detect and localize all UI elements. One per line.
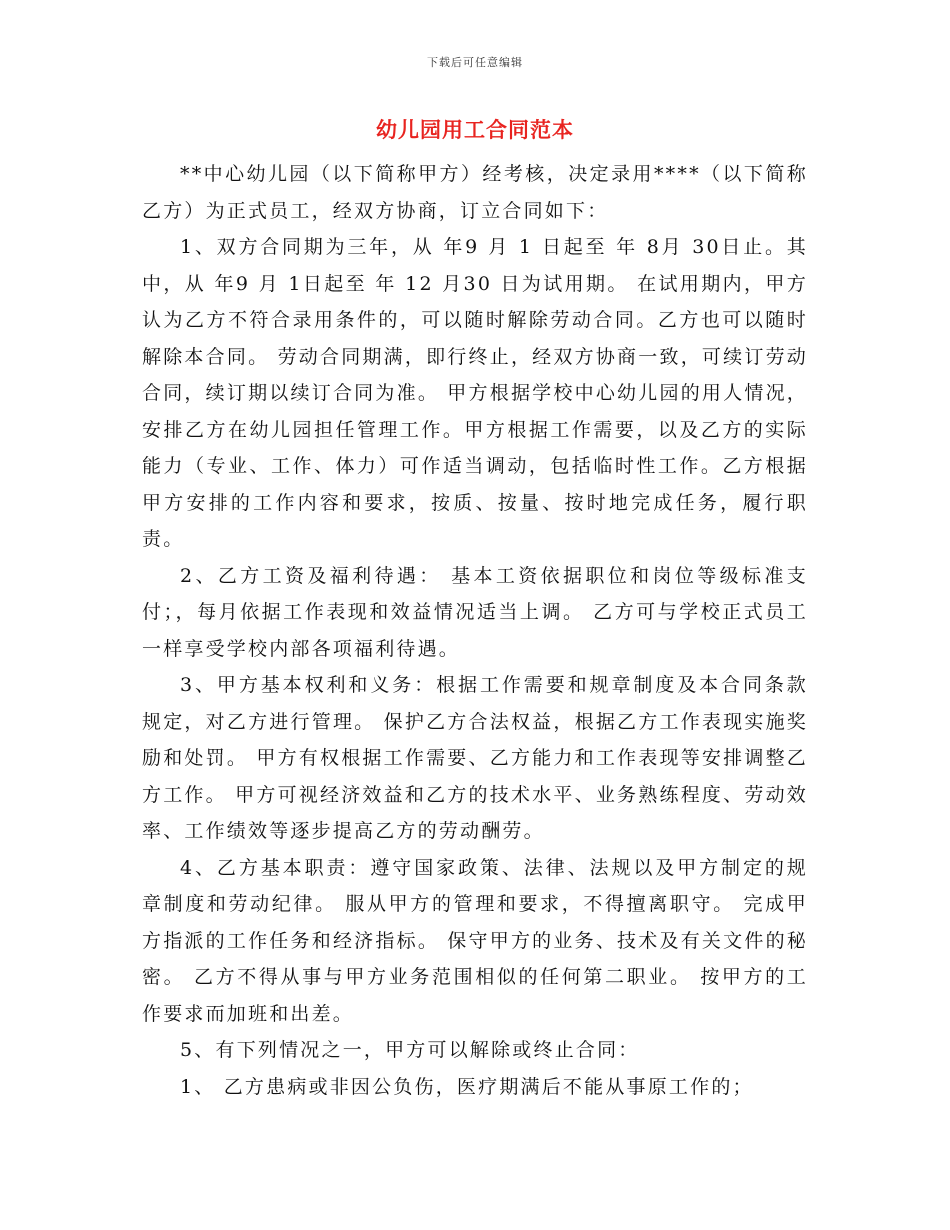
paragraph-clause-1: 1、双方合同期为三年，从 年9 月 1 日起至 年 8月 30日止。其中，从 年9 月 1日起至 年 12 月30 日为试用期。 在试用期内，甲方认为乙方不符合录用条件的，可以随时解除劳动合同。乙方也可以随时解除本合同。 劳动合同期满，即行终止，经双方协商一致，可续订劳动合同，续订期以续订合同为准。 甲方根据学校中心幼儿园的用人情况，安排乙方在幼儿园担任管理工作。甲方根据工作需要，以及乙方的实际能力（专业、工作、体力）可作适当调动，包括临时性工作。乙方根据甲方安排的工作内容和要求，按质、按量、按时地完成任务，履行职责。 (142, 236, 808, 550)
paragraph-clause-5-item-1: 1、 乙方患病或非因公负伤，医疗期满后不能从事原工作的； (180, 1075, 754, 1098)
paragraph-intro: **中心幼儿园（以下简称甲方）经考核，决定录用****（以下简称乙方）为正式员工，经双方协商，订立合同如下： (142, 163, 808, 222)
header-note: 下载后可任意编辑 (427, 56, 523, 69)
document-body (142, 156, 808, 1105)
paragraph-clause-5: 5、有下列情况之一，甲方可以解除或终止合同： (180, 1039, 640, 1061)
paragraph-clause-4: 4、乙方基本职责：遵守国家政策、法律、法规以及甲方制定的规章制度和劳动纪律。 服从甲方的管理和要求，不得擅离职守。 完成甲方指派的工作任务和经济指标。 保守甲方的业务、技术及有关文件的秘密。 乙方不得从事与甲方业务范围相似的任何第二职业。 按甲方的工作要求而加班和出差。 (142, 856, 808, 1025)
paragraph-clause-2: 2、乙方工资及福利待遇： 基本工资依据职位和岗位等级标准支付；，每月依据工作表现和效益情况适当上调。 乙方可与学校正式员工一样享受学校内部各项福利待遇。 (142, 564, 808, 660)
document-title: 幼儿园用工合同范本 (376, 117, 574, 142)
paragraph-clause-3: 3、甲方基本权利和义务：根据工作需要和规章制度及本合同条款规定，对乙方进行管理。 保护乙方合法权益，根据乙方工作表现实施奖励和处罚。 甲方有权根据工作需要、乙方能力和工作表现等安排调整乙方工作。 甲方可视经济效益和乙方的技术水平、业务熟练程度、劳动效率、工作绩效等逐步提高乙方的劳动酬劳。 (142, 674, 808, 842)
